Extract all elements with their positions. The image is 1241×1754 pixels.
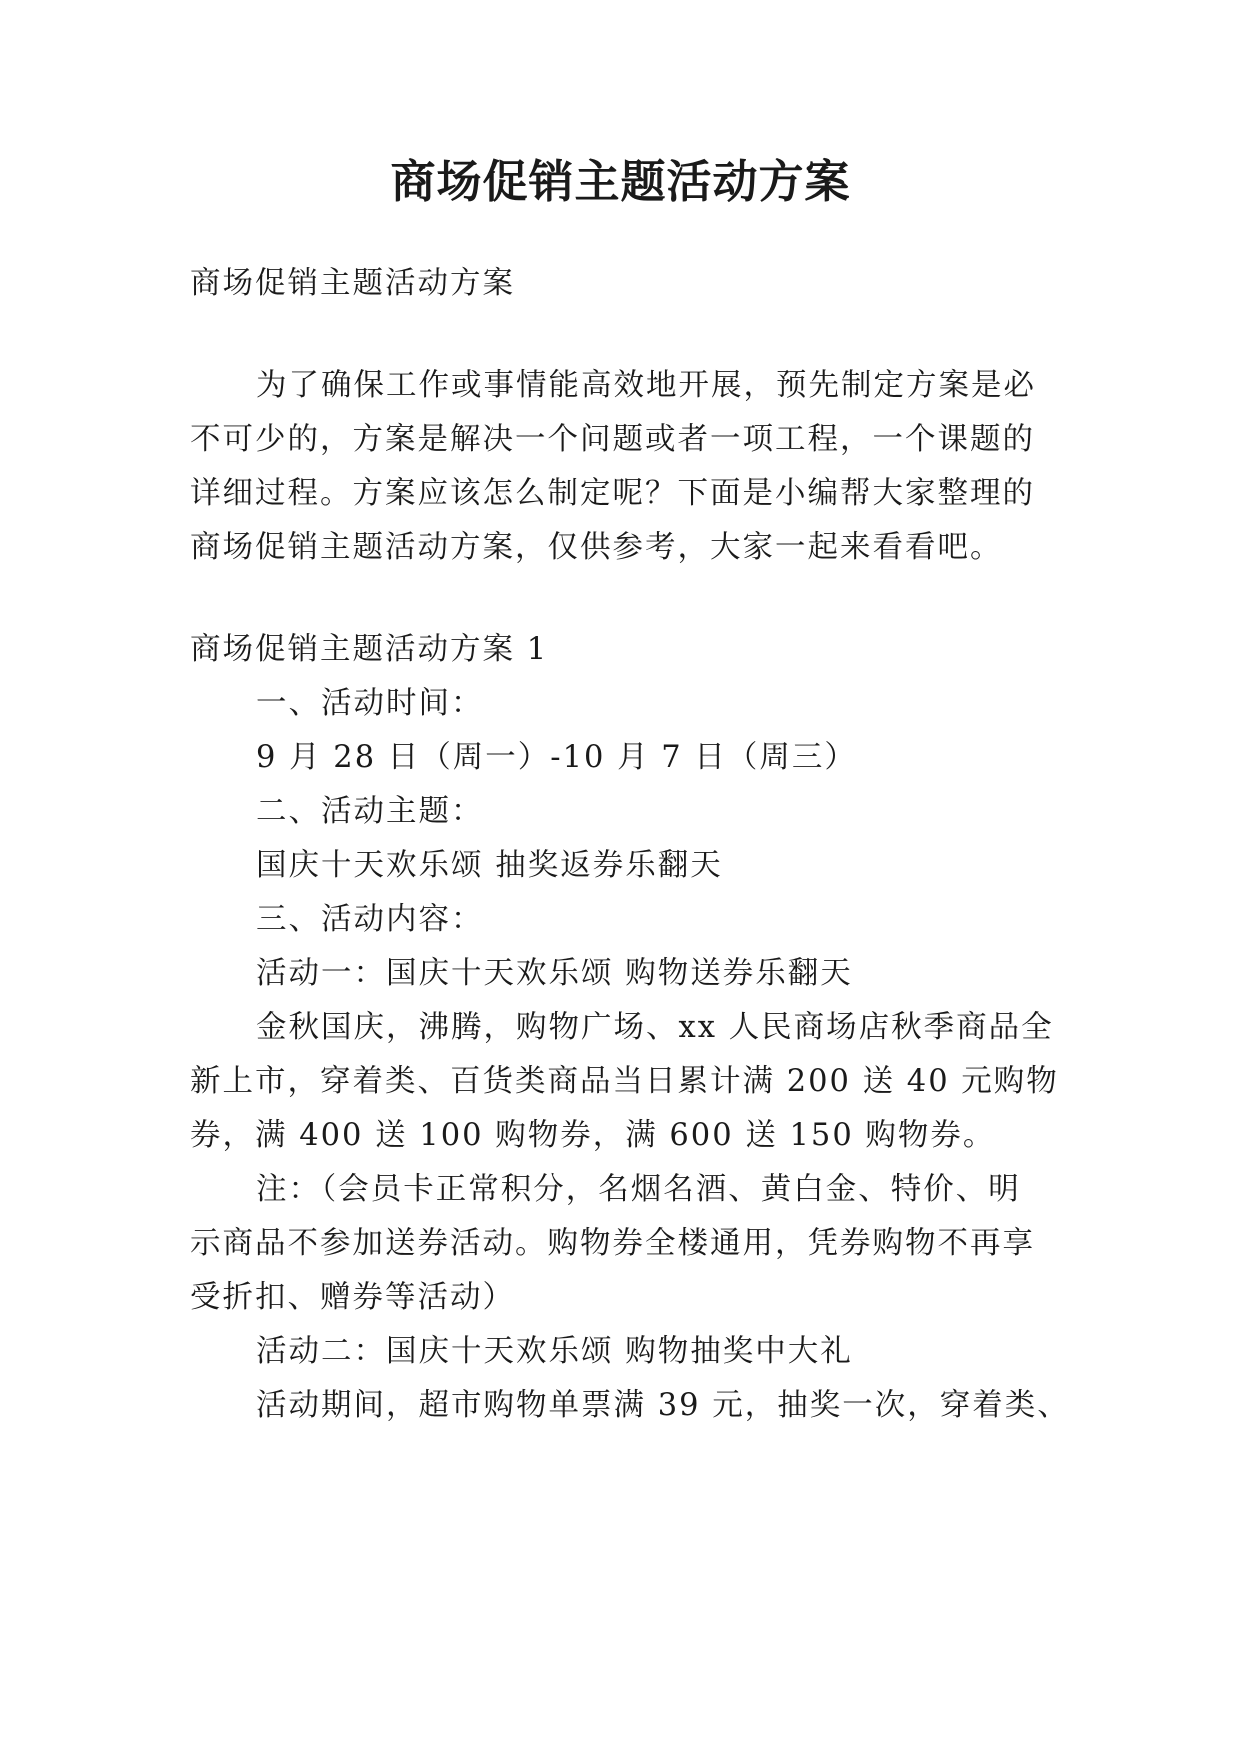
body-line: 新上市，穿着类、百货类商品当日累计满 200 送 40 元购物 <box>190 1064 1059 1099</box>
body-line: 二、活动主题： <box>256 794 484 829</box>
document-title: 商场促销主题活动方案 <box>390 155 851 208</box>
body-line: 金秋国庆，沸腾，购物广场、xx 人民商场店秋季商品全 <box>256 1010 1054 1045</box>
section-heading: 商场促销主题活动方案 1 <box>190 632 549 667</box>
body-line: 示商品不参加送券活动。购物券全楼通用，凭券购物不再享 <box>190 1226 1035 1261</box>
body-line: 活动期间，超市购物单票满 39 元，抽奖一次，穿着类、 <box>256 1388 1070 1423</box>
body-line: 9 月 28 日（周一）-10 月 7 日（周三） <box>256 740 857 775</box>
document-subtitle: 商场促销主题活动方案 <box>190 266 515 301</box>
body-line: 活动一：国庆十天欢乐颂 购物送券乐翻天 <box>256 956 853 991</box>
intro-line: 不可少的，方案是解决一个问题或者一项工程，一个课题的 <box>190 422 1035 457</box>
body-line: 活动二：国庆十天欢乐颂 购物抽奖中大礼 <box>256 1334 853 1369</box>
body-line: 受折扣、赠券等活动） <box>190 1280 515 1315</box>
body-line: 券，满 400 送 100 购物券，满 600 送 150 购物券。 <box>190 1118 996 1153</box>
body-line: 注：（会员卡正常积分，名烟名酒、黄白金、特价、明 <box>256 1172 1021 1207</box>
intro-line: 详细过程。方案应该怎么制定呢？下面是小编帮大家整理的 <box>190 476 1035 511</box>
body-line: 一、活动时间： <box>256 686 484 721</box>
body-line: 三、活动内容： <box>256 902 484 937</box>
intro-line: 商场促销主题活动方案，仅供参考，大家一起来看看吧。 <box>190 530 1003 565</box>
intro-line: 为了确保工作或事情能高效地开展，预先制定方案是必 <box>256 368 1036 403</box>
body-line: 国庆十天欢乐颂 抽奖返券乐翻天 <box>256 848 723 883</box>
